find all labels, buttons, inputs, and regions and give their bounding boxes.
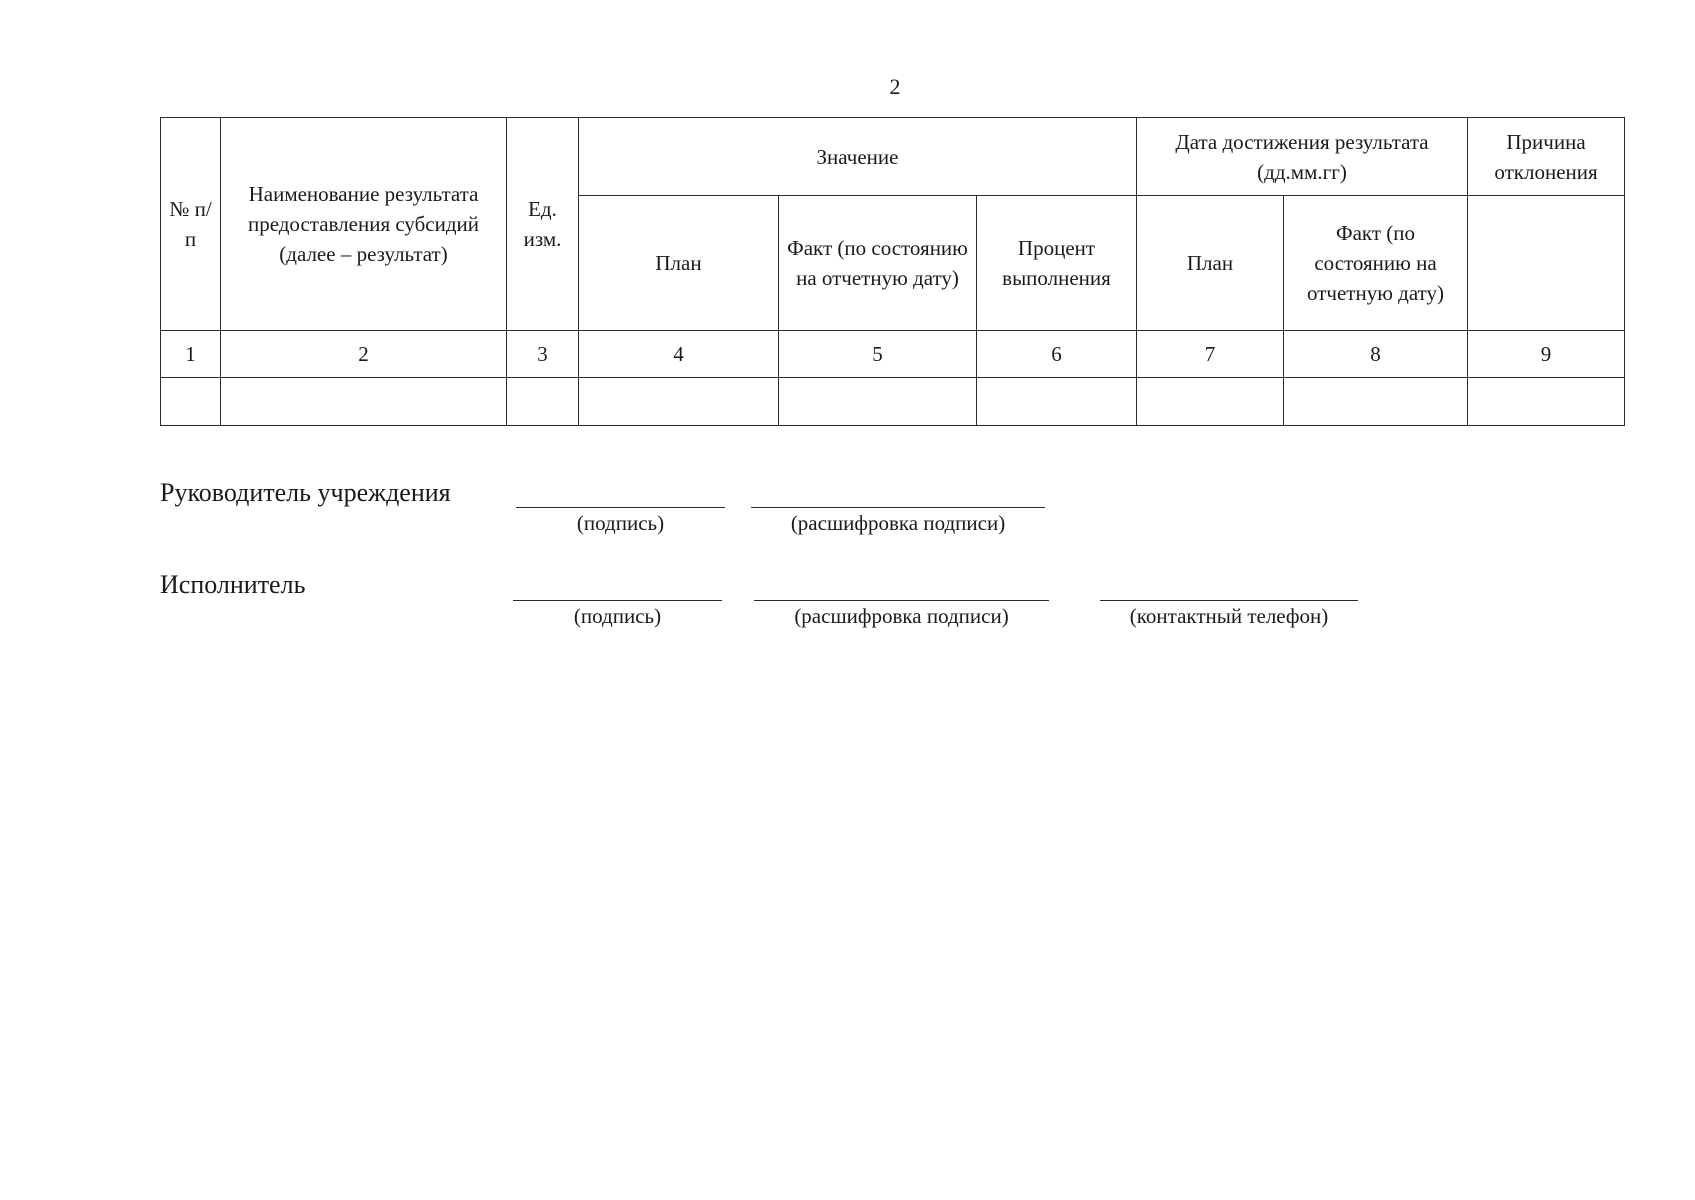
- header-num: № п/п: [161, 118, 221, 331]
- header-value-percent: Процент выполнения: [977, 196, 1137, 331]
- table-cell: [779, 378, 977, 426]
- table-cell: [1284, 378, 1468, 426]
- header-value-fact: Факт (по состоянию на отчетную дату): [779, 196, 977, 331]
- column-number-row: [161, 331, 1625, 378]
- column-number: 4: [579, 331, 779, 378]
- head-signature-label: Руководитель учреждения: [160, 478, 451, 507]
- header-date-plan: План: [1137, 196, 1284, 331]
- column-number: 9: [1468, 331, 1625, 378]
- header-value-plan: План: [579, 196, 779, 331]
- header-result-name: Наименование результата предоставления субсидий (далее – результат): [221, 118, 507, 331]
- header-reason: Причина отклонения: [1468, 118, 1625, 196]
- executor-decoding-line: [754, 600, 1049, 601]
- page-number: 2: [889, 74, 901, 99]
- table-row: [161, 378, 1625, 426]
- column-number: 6: [977, 331, 1137, 378]
- header-unit: Ед. изм.: [507, 118, 579, 331]
- head-decoding-line: [751, 507, 1045, 508]
- head-signature-line: [516, 507, 725, 508]
- executor-phone-caption: (контактный телефон): [1129, 604, 1329, 628]
- header-row-1: [161, 118, 1625, 196]
- table-cell: [221, 378, 507, 426]
- head-signature-caption: (подпись): [576, 511, 665, 535]
- table-cell: [161, 378, 221, 426]
- table-cell: [507, 378, 579, 426]
- column-number: 2: [221, 331, 507, 378]
- executor-signature-line: [513, 600, 722, 601]
- header-reason-blank: [1468, 196, 1625, 331]
- table-cell: [977, 378, 1137, 426]
- executor-signature-label: Исполнитель: [160, 570, 306, 599]
- column-number: 8: [1284, 331, 1468, 378]
- column-number: 3: [507, 331, 579, 378]
- header-date-fact: Факт (по состоянию на отчетную дату): [1284, 196, 1468, 331]
- table-cell: [1468, 378, 1625, 426]
- header-date-group: Дата достижения результата (дд.мм.гг): [1137, 118, 1468, 196]
- head-decoding-caption: (расшифровка подписи): [790, 511, 1006, 535]
- column-number: 1: [161, 331, 221, 378]
- executor-signature-caption: (подпись): [573, 604, 662, 628]
- results-table: [160, 117, 1625, 426]
- table-cell: [1137, 378, 1284, 426]
- column-number: 7: [1137, 331, 1284, 378]
- table-cell: [579, 378, 779, 426]
- executor-decoding-caption: (расшифровка подписи): [794, 604, 1009, 628]
- header-value-group: Значение: [579, 118, 1137, 196]
- column-number: 5: [779, 331, 977, 378]
- executor-phone-line: [1100, 600, 1358, 601]
